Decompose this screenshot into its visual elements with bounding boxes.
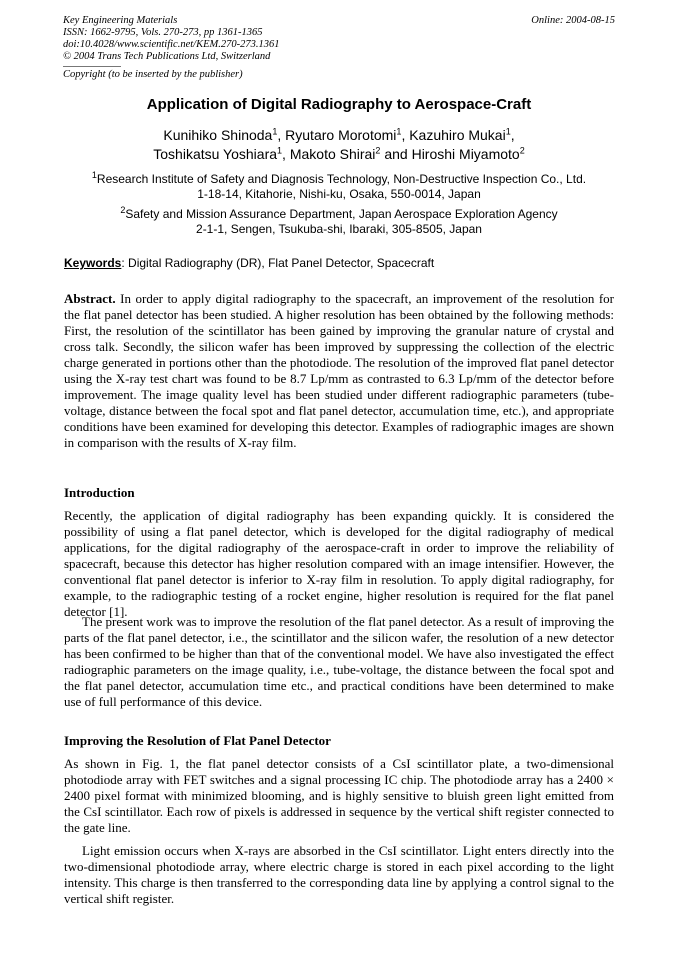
publisher-note: Copyright (to be inserted by the publisher) <box>63 69 243 80</box>
author-sep: , <box>282 146 290 162</box>
improving-paragraph-1 <box>64 756 614 836</box>
author-sup: 2 <box>375 145 381 156</box>
improving-heading: Improving the Resolution of Flat Panel Detector <box>64 733 331 748</box>
abstract-label: Abstract. <box>64 291 116 306</box>
author-sup: 1 <box>272 126 278 137</box>
author-sup: 1 <box>396 126 402 137</box>
author-name: Kazuhiro Mukai <box>409 127 506 143</box>
improving-paragraph-2 <box>64 843 614 907</box>
author-sup: 1 <box>277 145 283 156</box>
affiliation-org: Safety and Mission Assurance Department, Japan Aerospace Exploration Agency <box>125 207 558 221</box>
author-sep: , <box>401 127 410 143</box>
author-name: Ryutaro Morotomi <box>285 127 397 143</box>
author-sup: 1 <box>505 126 511 137</box>
affiliation-sup: 1 <box>91 170 97 180</box>
paragraph: Light emission occurs when X-rays are absorbed in the CsI scintillator. Light enters directly into the two-dimensional photodiode array, where electric charge is stored in each pixel according to the light intensity. This charge is then transferred to the corresponding data line by applying a control signal to the vertical shift register. <box>64 843 614 906</box>
paragraph: Recently, the application of digital radiography has been expanding quickly. It is considered the possibility of using a flat panel detector, which is developed for the digital radiography of medical applications, for the digital radiography of the aerospace-craft in order to improve the reliability of spacecraft, because this detector has higher resolution compared with an image intensifier. However, the conventional flat panel detector is inferior to X-ray film in resolution. To apply digital radiography, for example, to the radiographic testing of a rocket engine, higher resolution is required for the flat panel detector [1]. <box>64 508 614 619</box>
online-date: Online: 2004-08-15 <box>531 15 615 26</box>
author-line-1 <box>0 126 678 145</box>
journal-header <box>63 15 615 81</box>
doi-line: doi:10.4028/www.scientific.net/KEM.270-273.1361 <box>63 39 280 50</box>
paragraph: The present work was to improve the resolution of the flat panel detector. As a result of improving the parts of the flat panel detector, i.e., the scintillator and the silicon wafer, the resolution of a new detector has been confirmed to be higher than that of the conventional model. We have also investigated the effect radiographic parameters on the image quality, i.e., tube-voltage, the distance between the focal spot and the flat panel detector, accumulation time etc., and practical conditions have been determined to make use of full performance of this device. <box>64 614 614 709</box>
keywords <box>64 256 616 270</box>
paragraph: As shown in Fig. 1, the flat panel detector consists of a CsI scintillator plate, a two-dimensional photodiode array with FET switches and a signal processing IC chip. The photodiode array has a 2400 × 2400 pixel format with minimized blooming, and is highly sensitive to bluish green light emitted from the CsI scintillator. Each row of pixels is addressed in sequence by the vertical shift register connected to the gate line. <box>64 756 614 835</box>
introduction-paragraph-2 <box>64 614 614 710</box>
author-list <box>0 126 678 164</box>
author-name: Makoto Shirai <box>289 146 376 162</box>
abstract <box>64 291 614 451</box>
affiliation-2 <box>0 207 678 237</box>
header-divider <box>63 66 121 67</box>
affiliation-sup: 2 <box>120 205 126 215</box>
introduction-heading: Introduction <box>64 485 135 500</box>
issn-line: ISSN: 1662-9795, Vols. 270-273, pp 1361-1365 <box>63 27 263 38</box>
affiliation-address: 1-18-14, Kitahorie, Nishi-ku, Osaka, 550-0014, Japan <box>197 187 481 201</box>
affiliation-1 <box>0 172 678 202</box>
keywords-text: : Digital Radiography (DR), Flat Panel Detector, Spacecraft <box>121 256 435 270</box>
affiliation-address: 2-1-1, Sengen, Tsukuba-shi, Ibaraki, 305-8505, Japan <box>196 222 482 236</box>
author-sup: 2 <box>519 145 525 156</box>
affiliation-org: Research Institute of Safety and Diagnosis Technology, Non-Destructive Inspection Co., Ltd. <box>96 172 587 186</box>
author-line-2 <box>0 145 678 164</box>
author-name: Kunihiko Shinoda <box>163 127 273 143</box>
author-name: Toshikatsu Yoshiara <box>153 146 278 162</box>
copyright-line: © 2004 Trans Tech Publications Ltd, Switzerland <box>63 51 271 62</box>
author-sep: and <box>380 146 412 162</box>
paper-title: Application of Digital Radiography to Aerospace-Craft <box>146 96 532 113</box>
abstract-text: In order to apply digital radiography to the spacecraft, an improvement of the resolution for the flat panel detector has been studied. A higher resolution has been obtained by the following methods: First, the resolution of the scintillator has been gained by improving the granular nature of crystal and cross talk. Secondly, the silicon wafer has been improved by suppressing the collection of the electric charge generated in portions other than the photodiode. The resolution of the improved flat panel detector using the X-ray test chart was found to be 8.7 Lp/mm as contrasted to 6.3 Lp/mm of the detector before improvement. The image quality level has been studied under different radiographic parameters (tube-voltage, distance between the focal spot and flat panel detector, accumulation time, etc.), and appropriate conditions have been examined for developing this detector. Examples of radiographic images are shown in comparison with the results of X-ray film. <box>64 291 614 450</box>
author-name: Hiroshi Miyamoto <box>411 146 520 162</box>
introduction-paragraph-1 <box>64 508 614 620</box>
keywords-label: Keywords <box>64 256 122 270</box>
author-sep: , <box>510 127 515 143</box>
author-sep: , <box>277 127 286 143</box>
journal-name: Key Engineering Materials <box>63 15 178 26</box>
